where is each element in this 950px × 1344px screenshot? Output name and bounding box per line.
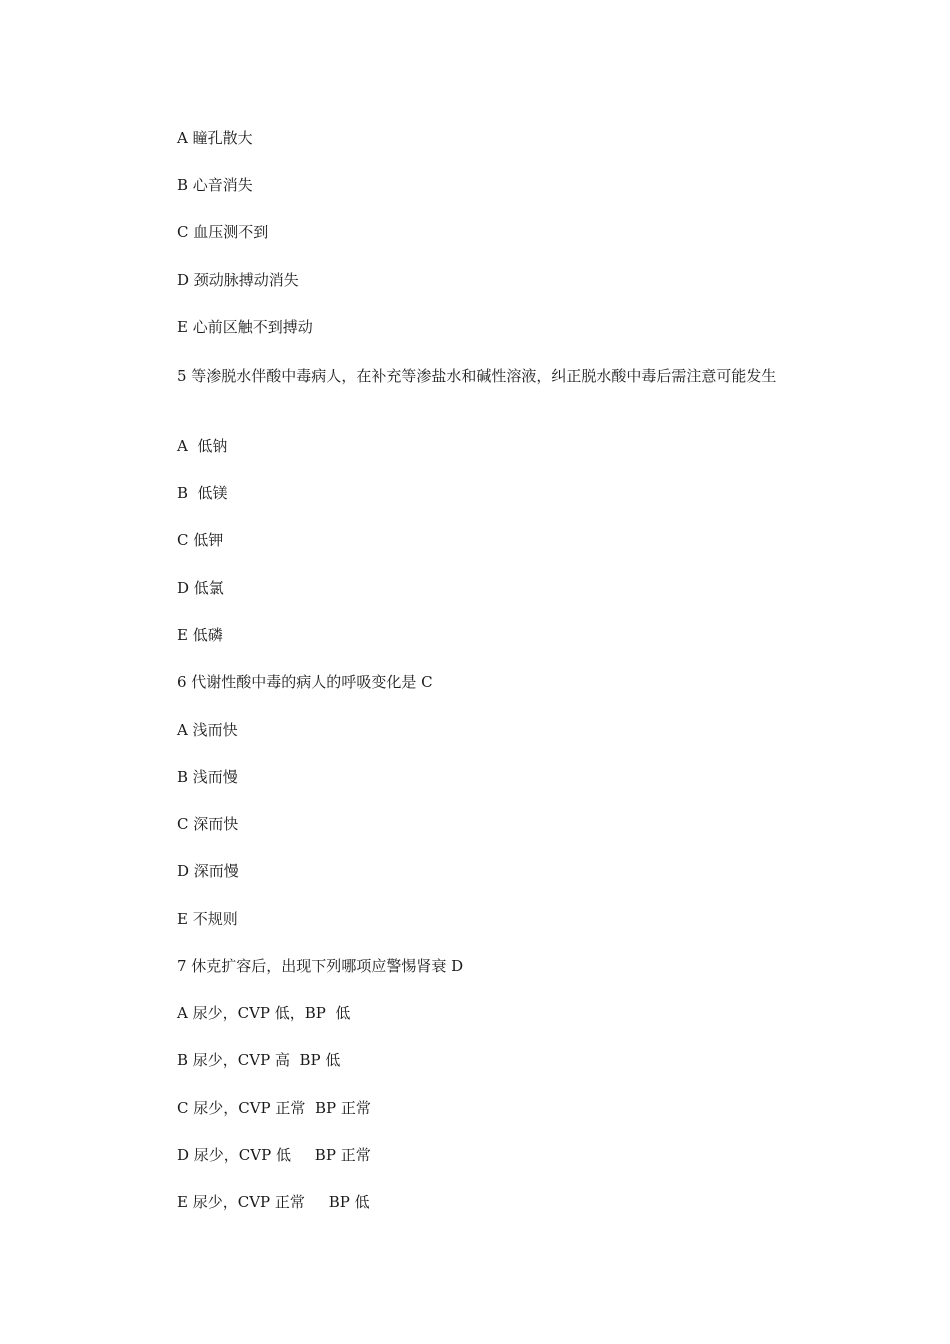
q5-option-c: C 低钾 <box>177 531 224 549</box>
q7-stem: 7 休克扩容后，出现下列哪项应警惕肾衰 D <box>177 957 464 975</box>
q7-option-e: E 尿少，CVP 正常 BP 低 <box>177 1193 370 1211</box>
q7-option-a: A 尿少，CVP 低，BP 低 <box>177 1004 351 1022</box>
q7-option-d: D 尿少，CVP 低 BP 正常 <box>177 1146 371 1164</box>
q7-option-c: C 尿少，CVP 正常 BP 正常 <box>177 1099 371 1117</box>
q6-stem: 6 代谢性酸中毒的病人的呼吸变化是 C <box>177 673 433 691</box>
q6-option-d: D 深而慢 <box>177 862 239 880</box>
q4-option-b: B 心音消失 <box>177 176 253 194</box>
q4-option-c: C 血压测不到 <box>177 223 269 241</box>
q5-option-d: D 低氯 <box>177 579 224 597</box>
q6-option-e: E 不规则 <box>177 910 238 928</box>
q5-stem: 5 等渗脱水伴酸中毒病人，在补充等渗盐水和碱性溶液，纠正脱水酸中毒后需注意可能发生 <box>177 367 777 385</box>
q4-option-e: E 心前区触不到搏动 <box>177 318 313 336</box>
q6-option-b: B 浅而慢 <box>177 768 238 786</box>
q5-option-e: E 低磷 <box>177 626 223 644</box>
q5-option-b: B 低镁 <box>177 484 228 502</box>
q6-option-a: A 浅而快 <box>177 721 238 739</box>
q7-option-b: B 尿少，CVP 高 BP 低 <box>177 1051 341 1069</box>
q4-option-a: A 瞳孔散大 <box>177 129 253 147</box>
q6-option-c: C 深而快 <box>177 815 239 833</box>
q4-option-d: D 颈动脉搏动消失 <box>177 271 299 289</box>
q5-option-a: A 低钠 <box>177 437 228 455</box>
